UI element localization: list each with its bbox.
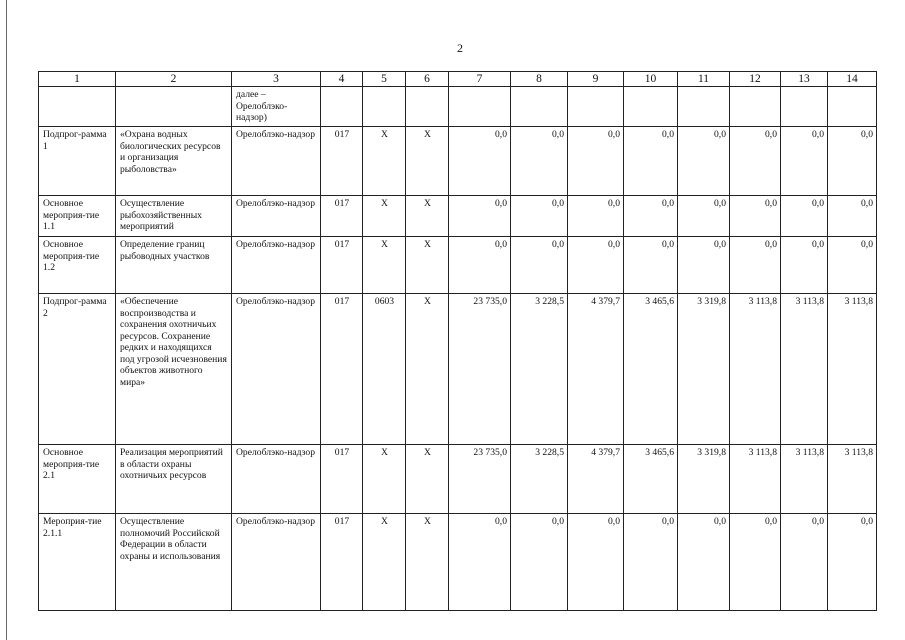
table-cell-col-6: Х: [406, 237, 449, 294]
table-cell-col-3: Орелоблэко-надзор: [232, 127, 321, 196]
table-cell-col-6: Х: [406, 127, 449, 196]
table-cell-col-13: 0,0: [781, 127, 828, 196]
column-header-11: 11: [678, 72, 730, 87]
table-cell-col-5: Х: [363, 514, 406, 611]
table-row: [39, 127, 877, 196]
table-cell-col-1: Подпрог-рамма 2: [39, 294, 116, 445]
table-cell-col-14: 0,0: [828, 127, 877, 196]
table-cell-col-8: [511, 87, 568, 127]
table-cell-col-1: Основное мероприя-тие 1.2: [39, 237, 116, 294]
table-cell-col-4: 017: [321, 294, 363, 445]
table-cell-col-4: 017: [321, 514, 363, 611]
table-cell-col-7: 23 735,0: [449, 445, 511, 514]
table-cell-col-7: 0,0: [449, 514, 511, 611]
table-cell-col-7: 0,0: [449, 127, 511, 196]
table-cell-col-4: [321, 87, 363, 127]
table-cell-col-3: Орелоблэко-надзор: [232, 196, 321, 237]
table-cell-col-4: 017: [321, 196, 363, 237]
table-cell-col-4: 017: [321, 237, 363, 294]
table-cell-col-13: [781, 87, 828, 127]
table-row: [39, 237, 877, 294]
table-cell-col-3: Орелоблэко-надзор: [232, 294, 321, 445]
table-cell-col-2: Определение границ рыбоводных участков: [116, 237, 232, 294]
column-header-5: 5: [363, 72, 406, 87]
page-number: 2: [457, 41, 463, 55]
table-cell-col-8: 0,0: [511, 237, 568, 294]
table-cell-col-14: 0,0: [828, 514, 877, 611]
table-cell-col-13: 0,0: [781, 237, 828, 294]
table-cell-col-6: Х: [406, 514, 449, 611]
table-cell-col-8: 0,0: [511, 127, 568, 196]
column-header-2: 2: [116, 72, 232, 87]
table-cell-col-14: 3 113,8: [828, 445, 877, 514]
table-cell-col-3: Орелоблэко-надзор: [232, 514, 321, 611]
column-header-4: 4: [321, 72, 363, 87]
table-cell-col-1: Основное мероприя-тие 1.1: [39, 196, 116, 237]
table-cell-col-6: Х: [406, 445, 449, 514]
column-header-8: 8: [511, 72, 568, 87]
table-cell-col-5: Х: [363, 196, 406, 237]
table-cell-col-12: 0,0: [730, 196, 781, 237]
table-cell-col-5: 0603: [363, 294, 406, 445]
table-cell-col-7: 23 735,0: [449, 294, 511, 445]
table-cell-col-6: [406, 87, 449, 127]
table-cell-col-2: «Обеспечение воспроизводства и сохранения охотничьих ресурсов. Сохранение редких и находящихся под угрозой исчезновения объектов животного мира»: [116, 294, 232, 445]
table-cell-col-11: 0,0: [678, 237, 730, 294]
column-header-10: 10: [624, 72, 678, 87]
table-cell-col-11: 0,0: [678, 127, 730, 196]
table-cell-col-7: 0,0: [449, 196, 511, 237]
table-cell-col-11: [678, 87, 730, 127]
table-cell-col-9: 4 379,7: [568, 445, 624, 514]
column-header-3: 3: [232, 72, 321, 87]
table-cell-col-10: 0,0: [624, 237, 678, 294]
table-cell-col-7: 0,0: [449, 237, 511, 294]
table-cell-col-12: 3 113,8: [730, 294, 781, 445]
table-cell-col-8: 0,0: [511, 514, 568, 611]
table-cell-col-10: 3 465,6: [624, 294, 678, 445]
table-cell-col-10: 0,0: [624, 514, 678, 611]
table-cell-col-4: 017: [321, 445, 363, 514]
table-cell-col-12: 0,0: [730, 127, 781, 196]
scan-edge-line: [6, 0, 7, 640]
table-cell-col-9: 0,0: [568, 237, 624, 294]
table-cell-col-5: [363, 87, 406, 127]
table-cell-col-1: Подпрог-рамма 1: [39, 127, 116, 196]
table-cell-col-4: 017: [321, 127, 363, 196]
table-cell-col-10: 0,0: [624, 127, 678, 196]
table-cell-col-11: 3 319,8: [678, 445, 730, 514]
table-cell-col-9: [568, 87, 624, 127]
column-header-6: 6: [406, 72, 449, 87]
table-cell-col-14: 0,0: [828, 237, 877, 294]
table-cell-col-1: Мероприя-тие 2.1.1: [39, 514, 116, 611]
table-cell-col-12: 0,0: [730, 237, 781, 294]
table-cell-col-14: [828, 87, 877, 127]
table-cell-col-1: [39, 87, 116, 127]
table-cell-col-9: 4 379,7: [568, 294, 624, 445]
column-header-13: 13: [781, 72, 828, 87]
budget-table: [38, 71, 877, 611]
table-cell-col-5: Х: [363, 237, 406, 294]
table-cell-col-8: 0,0: [511, 196, 568, 237]
table-cell-col-2: Осуществление полномочий Российской Федерации в области охраны и использования: [116, 514, 232, 611]
table-cell-col-11: 3 319,8: [678, 294, 730, 445]
table-cell-col-5: Х: [363, 127, 406, 196]
table-cell-col-7: [449, 87, 511, 127]
table-cell-col-12: [730, 87, 781, 127]
table-cell-col-6: Х: [406, 196, 449, 237]
table-cell-col-9: 0,0: [568, 127, 624, 196]
table-row: [39, 87, 877, 127]
table-cell-col-14: 3 113,8: [828, 294, 877, 445]
table-cell-col-1: Основное мероприя-тие 2.1: [39, 445, 116, 514]
table-cell-col-10: [624, 87, 678, 127]
table-cell-col-8: 3 228,5: [511, 294, 568, 445]
table-cell-col-3: Орелоблэко-надзор: [232, 237, 321, 294]
table-row: [39, 514, 877, 611]
table-cell-col-2: [116, 87, 232, 127]
table-row: [39, 196, 877, 237]
table-row: [39, 445, 877, 514]
column-header-14: 14: [828, 72, 877, 87]
table-cell-col-2: Реализация мероприятий в области охраны охотничьих ресурсов: [116, 445, 232, 514]
table-cell-col-11: 0,0: [678, 514, 730, 611]
table-row: [39, 294, 877, 445]
column-header-1: 1: [39, 72, 116, 87]
table-cell-col-3: Орелоблэко-надзор: [232, 445, 321, 514]
table-cell-col-13: 3 113,8: [781, 294, 828, 445]
table-cell-col-3: далее – Орелоблэко-надзор): [232, 87, 321, 127]
table-cell-col-13: 0,0: [781, 514, 828, 611]
column-header-7: 7: [449, 72, 511, 87]
table-cell-col-12: 0,0: [730, 514, 781, 611]
table-cell-col-12: 3 113,8: [730, 445, 781, 514]
table-cell-col-13: 0,0: [781, 196, 828, 237]
column-header-9: 9: [568, 72, 624, 87]
table-cell-col-10: 0,0: [624, 196, 678, 237]
table-cell-col-6: Х: [406, 294, 449, 445]
table-cell-col-10: 3 465,6: [624, 445, 678, 514]
table-cell-col-2: «Охрана водных биологических ресурсов и организация рыболовства»: [116, 127, 232, 196]
table-cell-col-9: 0,0: [568, 196, 624, 237]
table-cell-col-14: 0,0: [828, 196, 877, 237]
table-cell-col-5: Х: [363, 445, 406, 514]
table-cell-col-8: 3 228,5: [511, 445, 568, 514]
table-cell-col-11: 0,0: [678, 196, 730, 237]
column-header-12: 12: [730, 72, 781, 87]
table-cell-col-9: 0,0: [568, 514, 624, 611]
table-header-row: [39, 72, 877, 87]
table-cell-col-2: Осуществление рыбохозяйственных мероприятий: [116, 196, 232, 237]
table-cell-col-13: 3 113,8: [781, 445, 828, 514]
